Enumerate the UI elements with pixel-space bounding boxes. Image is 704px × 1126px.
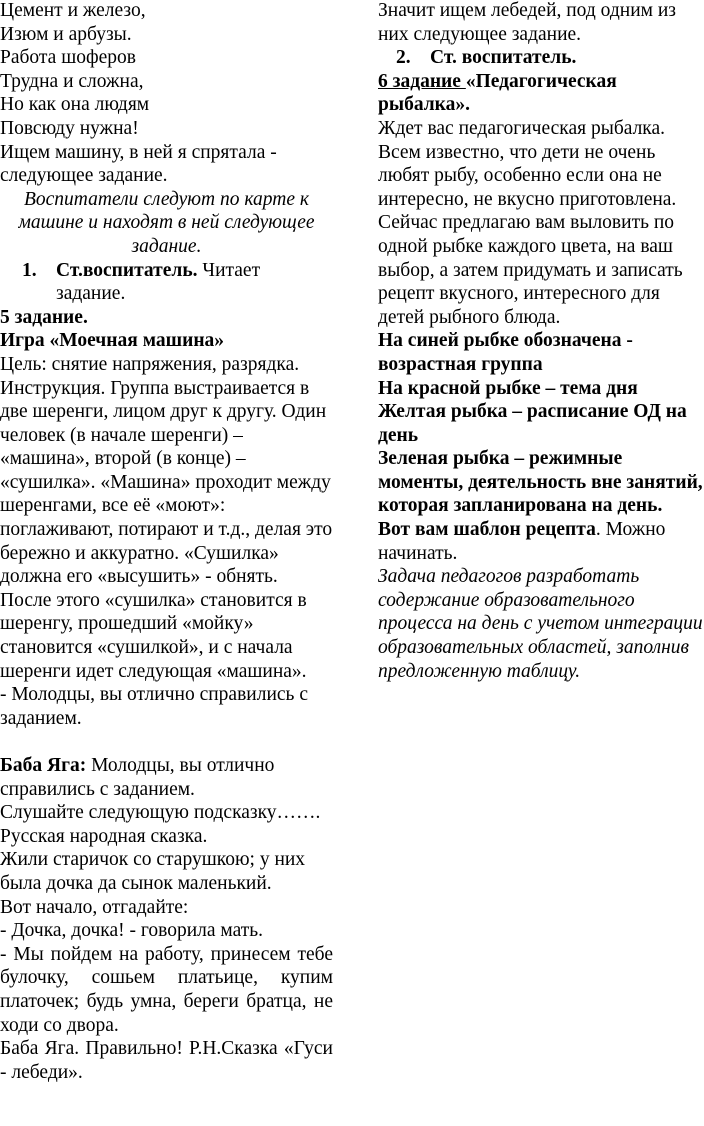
speaker-role: Ст.воспитатель.: [56, 259, 198, 281]
fish-line: Желтая рыбка – расписание ОД на день: [378, 401, 687, 446]
mother-speech: - Мы пойдем на работу, принесем тебе булочку, сошьем платьице, купим платочек; будь умна, береги братца, не ходи со двора.: [0, 943, 333, 1036]
task6-heading: [378, 70, 704, 117]
spacer: [0, 730, 333, 754]
right-column: [378, 0, 704, 683]
task-description: Задача педагогов разработать содержание образовательного процесса на день с учетом интеграции образовательных областей, заполнив предложенную таблицу.: [378, 566, 703, 682]
fish-line: На красной рыбке – тема дня: [378, 377, 638, 399]
numbered-item-1: [0, 259, 333, 306]
fish-line: На синей рыбке обозначена - возрастная группа: [378, 330, 633, 375]
left-column: [0, 0, 333, 1084]
item-number: 2.: [396, 47, 411, 69]
task5-heading: 5 задание.: [0, 306, 88, 328]
task6-label: 6 задание: [378, 70, 466, 92]
hint-line: Жили старичок со старушкою; у них была дочка да сынок маленький.: [0, 849, 306, 894]
poem-line: Трудна и сложна,: [0, 70, 144, 92]
poem-line: Работа шоферов: [0, 47, 136, 69]
hint-line: Вот начало, отгадайте:: [0, 896, 189, 918]
item-text: Читает задание.: [56, 259, 261, 305]
intro-text: Значит ищем лебедей, под одним из них следующее задание.: [378, 0, 677, 45]
hint-line: Слушайте следующую подсказку…….: [0, 802, 321, 824]
praise-line: - Молодцы, вы отлично справились с заданием.: [0, 684, 308, 729]
template-rest: . Можно начинать.: [378, 519, 666, 564]
task6-description: Ждет вас педагогическая рыбалка. Всем известно, что дети не очень любят рыбу, особенно если она не интересно, не вкусно приготовлена. Сейчас предлагаю вам выловить по одной рыбке каждого цвета, на ваш выбор, а затем придумать и записать рецепт вкусного, интересного для детей рыбного блюда.: [378, 117, 683, 328]
speaker-text: Молодцы, вы отлично справились с заданием.: [0, 755, 275, 800]
numbered-item-2: [378, 46, 704, 70]
game-title: Игра «Моечная машина»: [0, 330, 225, 352]
hint-line: Русская народная сказка.: [0, 825, 208, 847]
speaker-label: Баба Яга:: [0, 755, 87, 776]
template-bold: Вот вам шаблон рецепта: [378, 519, 596, 541]
poem-line: Изюм и арбузы.: [0, 23, 132, 45]
answer-line: Баба Яга. Правильно! Р.Н.Сказка «Гуси - лебеди».: [0, 1038, 333, 1083]
hint-line: - Дочка, дочка! - говорила мать.: [0, 920, 264, 942]
baba-yaga-line: [0, 754, 333, 801]
template-line: [378, 518, 704, 565]
poem-line: Цемент и железо,: [0, 0, 146, 21]
poem-line: Ищем машину, в ней я спрятала - следующее задание.: [0, 141, 277, 187]
game-description: Цель: снятие напряжения, разрядка. Инструкция. Группа выстраивается в две шеренги, лицом друг к другу. Один человек (в начале шеренги) – «машина», второй (в конце) – «сушилка». «Машина» проходит между шеренгами, все её «моют»: поглаживают, потирают и т.д., делая это бережно и аккуратно. «Сушилка» должна его «высушить» - обнять. После этого «сушилка» становится в шеренгу, прошедший «мойку» становится «сушилкой», и с начала шеренги идет следующая «машина».: [0, 353, 333, 682]
stage-direction: Воспитатели следуют по карте к машине и находят в ней следующее задание.: [18, 188, 315, 257]
item-body: [56, 259, 333, 306]
fish-line: Зеленая рыбка – режимные моменты, деятельность вне занятий, которая запланирована на день.: [378, 448, 703, 517]
poem-line: Но как она людям: [0, 94, 150, 116]
speaker-role: Ст. воспитатель.: [430, 47, 577, 69]
poem-line: Повсюду нужна!: [0, 117, 139, 139]
item-number: 1.: [22, 259, 37, 281]
task6-title: «Педагогическая рыбалка».: [378, 70, 617, 116]
